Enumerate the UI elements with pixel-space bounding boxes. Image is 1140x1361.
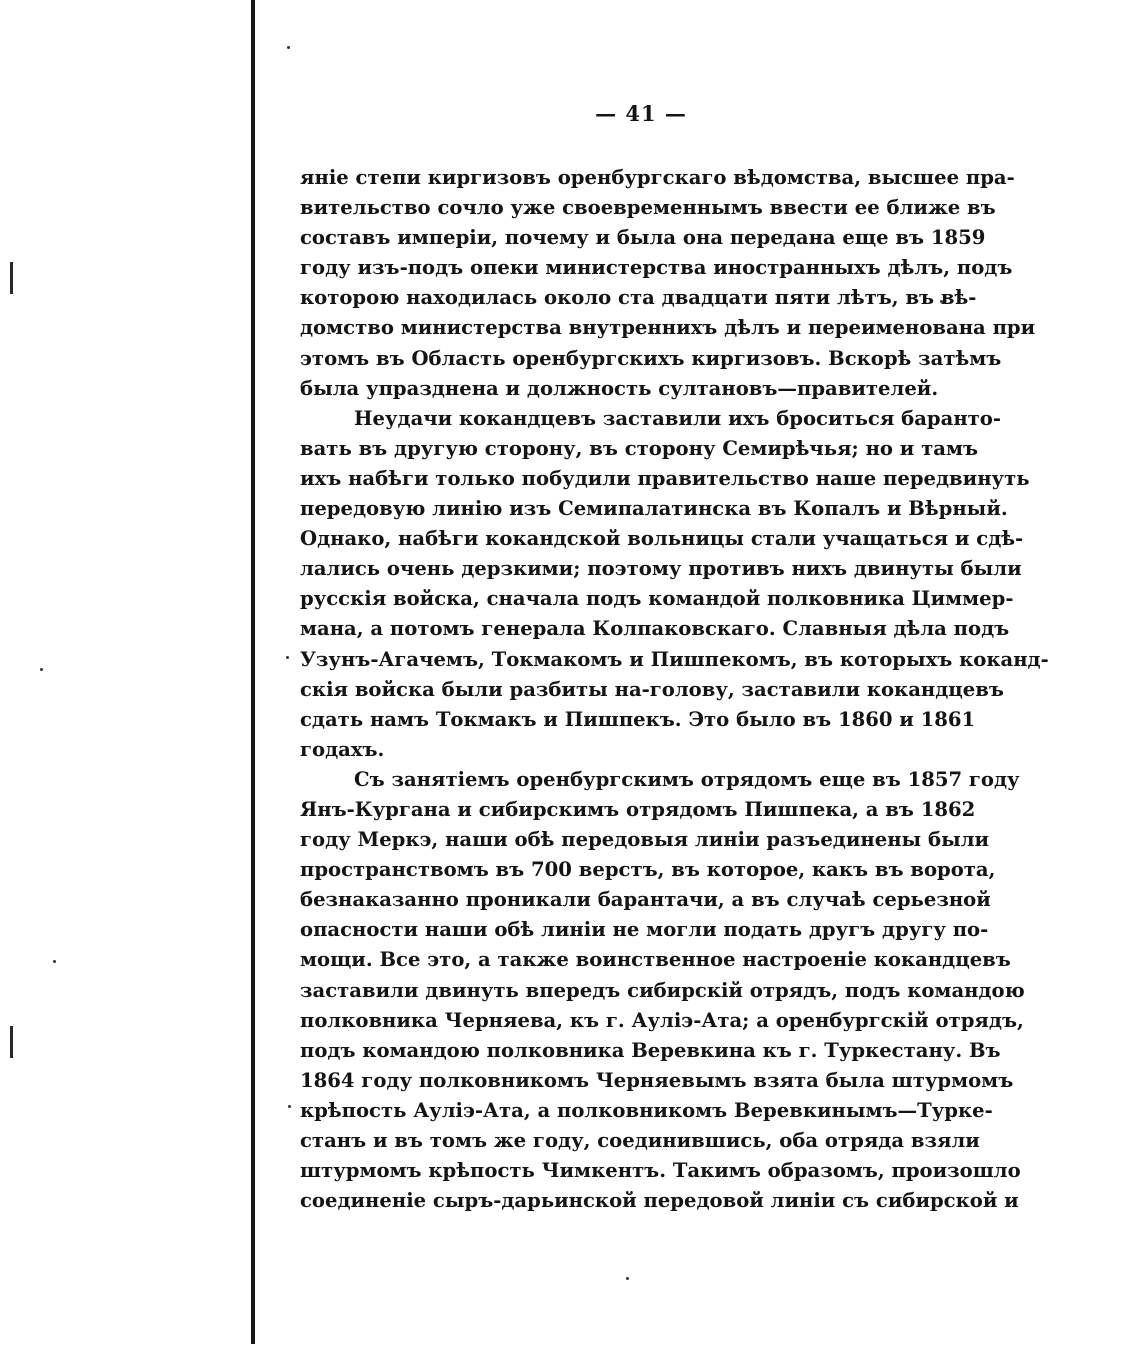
text-line: передовую линію изъ Семипалатинска въ Копалъ и Вѣрный. xyxy=(300,497,1008,521)
text-line: подъ командою полковника Веревкина къ г. Туркестану. Въ xyxy=(300,1038,1001,1062)
body-text xyxy=(300,163,1049,1216)
text-line: 1864 году полковникомъ Черняевымъ взята была штурмомъ xyxy=(300,1068,1014,1092)
text-line: сдать намъ Токмакъ и Пишпекъ. Это было въ 1860 и 1861 xyxy=(300,707,976,731)
text-line: пространствомъ въ 700 верстъ, въ которое, какъ въ ворота, xyxy=(300,858,996,882)
scan-speck xyxy=(53,960,56,963)
text-line: году Меркэ, наши обѣ передовыя линіи разъединены были xyxy=(300,828,990,852)
text-line: Неудачи кокандцевъ заставили ихъ броситься баранто- xyxy=(354,406,1002,430)
text-line: которою находилась около ста двадцати пяти лѣтъ, въ вѣ- xyxy=(300,286,977,310)
text-line: штурмомъ крѣпость Чимкентъ. Такимъ образомъ, произошло xyxy=(300,1159,1021,1183)
text-line: мана, а потомъ генерала Колпаковскаго. Славныя дѣла подъ xyxy=(300,617,1010,641)
scan-speck xyxy=(288,1105,291,1108)
text-line: соединеніе сыръ-дарьинской передовой линіи съ сибирской и xyxy=(300,1189,1019,1213)
text-line: безнаказанно проникали барантачи, а въ случаѣ серьезной xyxy=(300,888,991,912)
text-line: яніе степи киргизовъ оренбургскаго вѣдомства, высшее пра- xyxy=(300,166,1015,189)
text-line: полковника Черняева, къ г. Ауліэ-Ата; а оренбургскій отрядъ, xyxy=(300,1008,1024,1032)
binding-edge-line xyxy=(251,0,255,1344)
text-line: вать въ другую сторону, въ сторону Семирѣчья; но и тамъ xyxy=(300,436,979,460)
text-line: году изъ-подъ опеки министерства иностранныхъ дѣлъ, подъ xyxy=(300,256,1013,280)
scan-speck xyxy=(40,668,43,671)
text-line: Янъ-Кургана и сибирскимъ отрядомъ Пишпека, а въ 1862 xyxy=(300,797,976,821)
text-line: русскія войска, сначала подъ командой полковника Циммер- xyxy=(300,587,1014,611)
text-line: составъ имперіи, почему и была она передана еще въ 1859 xyxy=(300,226,986,250)
text-line: Узунъ-Агачемъ, Токмакомъ и Пишпекомъ, въ которыхъ коканд- xyxy=(300,647,1049,671)
text-line: крѣпость Ауліэ-Ата, а полковникомъ Веревкинымъ—Турке- xyxy=(300,1098,993,1122)
scan-speck xyxy=(287,46,290,49)
text-line: Однако, набѣги кокандской вольницы стали учащаться и сдѣ- xyxy=(300,527,1024,551)
text-line: ихъ набѣги только побудили правительство наше передвинуть xyxy=(300,466,1030,490)
text-line: годахъ. xyxy=(300,737,385,761)
scan-edge-mark xyxy=(10,1026,13,1058)
text-line: лались очень дерзкими; поэтому противъ нихъ двинуты были xyxy=(300,557,1022,581)
text-line: заставили двинуть впередъ сибирскій отрядъ, подъ командою xyxy=(300,978,1025,1002)
scan-speck xyxy=(286,656,289,659)
text-line: станъ и въ томъ же году, соединившись, оба отряда взяли xyxy=(300,1129,980,1152)
text-line: домство министерства внутреннихъ дѣлъ и переименована при xyxy=(300,316,1036,340)
scan-edge-mark xyxy=(10,262,13,294)
text-line: Съ занятіемъ оренбургскимъ отрядомъ еще въ 1857 году xyxy=(354,767,1020,791)
text-line: была упразднена и должность султановъ—правителей. xyxy=(300,376,939,400)
text-line: опасности наши обѣ линіи не могли подать другъ другу по- xyxy=(300,918,989,942)
scan-speck xyxy=(626,1277,629,1280)
page-number: — 41 — xyxy=(595,101,687,126)
text-line: этомъ въ Область оренбургскихъ киргизовъ. Вскорѣ затѣмъ xyxy=(300,346,1002,370)
text-line: вительство сочло уже своевременнымъ ввести ее ближе въ xyxy=(300,196,996,220)
text-line: скія войска были разбиты на-голову, заставили кокандцевъ xyxy=(300,677,1004,701)
text-line: мощи. Все это, а также воинственное настроеніе кокандцевъ xyxy=(300,948,1011,972)
